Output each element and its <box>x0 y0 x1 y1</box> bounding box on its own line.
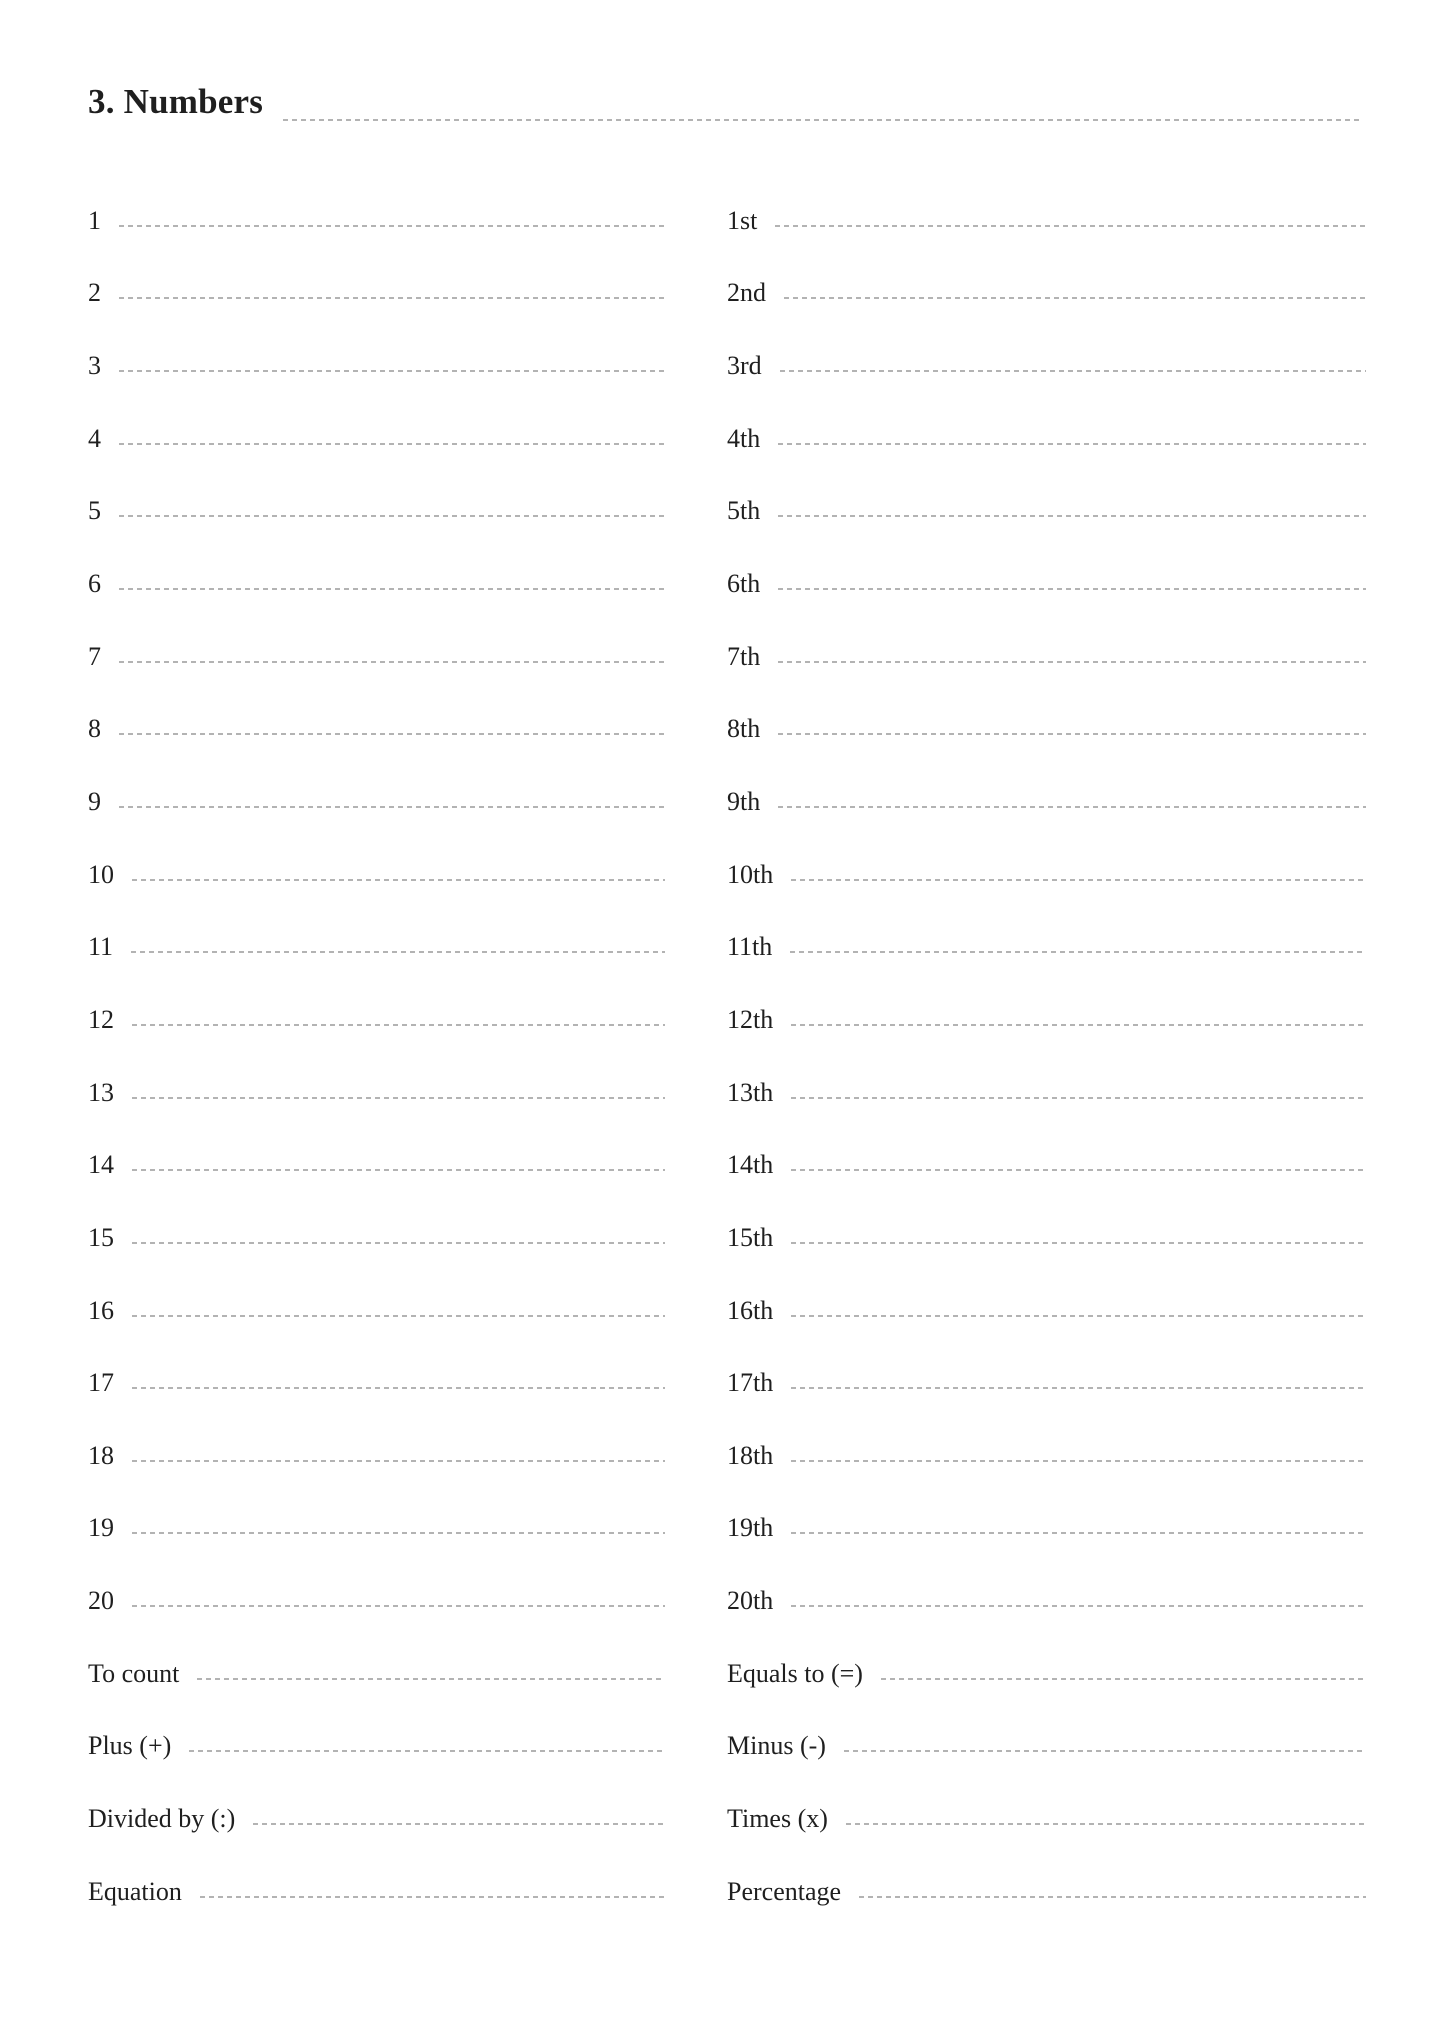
answer-blank-line <box>132 1169 665 1171</box>
term-label: 3rd <box>727 350 762 380</box>
term-label: 12th <box>727 1004 774 1034</box>
term-label: 19 <box>88 1513 114 1543</box>
answer-blank-line <box>791 1532 1366 1534</box>
term-label: 3 <box>88 350 101 380</box>
term-label: 20 <box>88 1586 114 1616</box>
term-label: 5th <box>727 496 761 526</box>
answer-blank-line <box>119 225 665 227</box>
term-label: 1st <box>727 205 758 235</box>
vocab-row <box>88 1398 665 1471</box>
answer-blank-line <box>119 806 665 808</box>
answer-blank-line <box>197 1678 665 1680</box>
vocab-row <box>727 381 1366 454</box>
vocab-row <box>88 962 665 1035</box>
answer-blank-line <box>131 951 665 953</box>
term-label: 20th <box>727 1586 774 1616</box>
term-label: Divided by (:) <box>88 1804 236 1834</box>
answer-blank-line <box>778 806 1366 808</box>
term-label: 11th <box>727 932 773 962</box>
term-label: 6th <box>727 568 761 598</box>
term-label: 15th <box>727 1222 774 1252</box>
vocab-row <box>88 1543 665 1616</box>
term-label: 2nd <box>727 278 766 308</box>
answer-blank-line <box>791 1315 1366 1317</box>
ordinals-column <box>727 163 1366 1907</box>
term-label: 13 <box>88 1077 114 1107</box>
answer-blank-line <box>119 661 665 663</box>
answer-blank-line <box>132 1605 665 1607</box>
term-label: To count <box>88 1658 180 1688</box>
vocab-row <box>727 1180 1366 1253</box>
vocab-row <box>727 890 1366 963</box>
term-label: 2 <box>88 278 101 308</box>
term-label: 19th <box>727 1513 774 1543</box>
answer-blank-line <box>778 661 1366 663</box>
vocab-row <box>88 1035 665 1108</box>
answer-blank-line <box>859 1896 1366 1898</box>
answer-blank-line <box>844 1750 1366 1752</box>
term-label: 9th <box>727 786 761 816</box>
vocab-row <box>88 1616 665 1689</box>
answer-blank-line <box>846 1823 1366 1825</box>
answer-blank-line <box>132 879 665 881</box>
vocab-row <box>727 1761 1366 1834</box>
answer-blank-line <box>791 879 1366 881</box>
numbers-column <box>88 163 665 1907</box>
term-label: 9 <box>88 786 101 816</box>
vocab-row <box>88 1326 665 1399</box>
answer-blank-line <box>778 588 1366 590</box>
answer-blank-line <box>132 1024 665 1026</box>
term-label: 7 <box>88 641 101 671</box>
answer-blank-line <box>119 588 665 590</box>
answer-blank-line <box>791 1097 1366 1099</box>
answer-blank-line <box>881 1678 1366 1680</box>
vocab-row <box>727 962 1366 1035</box>
answer-blank-line <box>132 1387 665 1389</box>
answer-blank-line <box>119 443 665 445</box>
answer-blank-line <box>780 370 1366 372</box>
term-label: 17 <box>88 1368 114 1398</box>
vocab-row <box>727 163 1366 236</box>
answer-blank-line <box>119 515 665 517</box>
answer-blank-line <box>784 297 1366 299</box>
term-label: 11 <box>88 932 114 962</box>
term-label: Minus (-) <box>727 1731 826 1761</box>
term-label: 7th <box>727 641 761 671</box>
vocab-row <box>88 163 665 236</box>
vocab-row <box>727 308 1366 381</box>
answer-blank-line <box>791 1242 1366 1244</box>
term-label: 17th <box>727 1368 774 1398</box>
vocab-row <box>88 1689 665 1762</box>
vocab-row <box>88 890 665 963</box>
vocab-row <box>88 1108 665 1181</box>
vocab-row <box>727 1035 1366 1108</box>
answer-blank-line <box>791 1460 1366 1462</box>
answer-blank-line <box>132 1315 665 1317</box>
vocab-row <box>88 236 665 309</box>
vocab-row <box>727 1616 1366 1689</box>
term-label: 10th <box>727 859 774 889</box>
vocab-row <box>88 817 665 890</box>
term-label: 18 <box>88 1440 114 1470</box>
answer-blank-line <box>778 515 1366 517</box>
term-label: 14 <box>88 1150 114 1180</box>
vocab-row <box>727 599 1366 672</box>
term-label: 4th <box>727 423 761 453</box>
vocab-row <box>88 744 665 817</box>
term-label: 16 <box>88 1295 114 1325</box>
term-label: Times (x) <box>727 1804 828 1834</box>
term-label: 16th <box>727 1295 774 1325</box>
vocab-row <box>88 1471 665 1544</box>
term-label: Percentage <box>727 1876 842 1906</box>
title-leader-line <box>283 119 1362 121</box>
vocab-row <box>727 817 1366 890</box>
answer-blank-line <box>119 733 665 735</box>
vocab-row <box>727 1689 1366 1762</box>
vocab-row <box>88 454 665 527</box>
answer-blank-line <box>253 1823 665 1825</box>
answer-blank-line <box>119 370 665 372</box>
term-label: 1 <box>88 205 101 235</box>
vocab-row <box>88 381 665 454</box>
answer-blank-line <box>791 1605 1366 1607</box>
answer-blank-line <box>791 1169 1366 1171</box>
term-label: Equals to (=) <box>727 1658 863 1688</box>
vocab-row <box>727 1543 1366 1616</box>
vocabulary-list <box>88 163 1366 1907</box>
term-label: Equation <box>88 1876 182 1906</box>
vocab-row <box>88 1253 665 1326</box>
vocab-row <box>88 1834 665 1907</box>
answer-blank-line <box>778 733 1366 735</box>
answer-blank-line <box>778 443 1366 445</box>
vocab-row <box>88 526 665 599</box>
vocab-row <box>727 1326 1366 1399</box>
vocab-row <box>727 1253 1366 1326</box>
vocab-row <box>727 672 1366 745</box>
vocab-row <box>727 1834 1366 1907</box>
term-label: 8 <box>88 714 101 744</box>
vocab-row <box>727 744 1366 817</box>
term-label: 15 <box>88 1222 114 1252</box>
answer-blank-line <box>132 1242 665 1244</box>
answer-blank-line <box>791 1387 1366 1389</box>
section-title: 3. Numbers <box>88 82 264 121</box>
answer-blank-line <box>119 297 665 299</box>
vocab-row <box>727 454 1366 527</box>
answer-blank-line <box>200 1896 665 1898</box>
vocab-row <box>727 526 1366 599</box>
term-label: 12 <box>88 1004 114 1034</box>
term-label: 10 <box>88 859 114 889</box>
answer-blank-line <box>775 225 1366 227</box>
term-label: Plus (+) <box>88 1731 172 1761</box>
section-header <box>88 82 1362 122</box>
answer-blank-line <box>791 1024 1366 1026</box>
vocab-row <box>88 672 665 745</box>
term-label: 6 <box>88 568 101 598</box>
term-label: 5 <box>88 496 101 526</box>
vocab-row <box>727 1398 1366 1471</box>
vocab-row <box>727 236 1366 309</box>
term-label: 14th <box>727 1150 774 1180</box>
vocab-row <box>88 599 665 672</box>
vocab-row <box>88 1180 665 1253</box>
answer-blank-line <box>790 951 1366 953</box>
answer-blank-line <box>189 1750 665 1752</box>
answer-blank-line <box>132 1532 665 1534</box>
term-label: 8th <box>727 714 761 744</box>
answer-blank-line <box>132 1097 665 1099</box>
vocab-row <box>88 308 665 381</box>
vocab-row <box>727 1108 1366 1181</box>
vocab-row <box>88 1761 665 1834</box>
term-label: 18th <box>727 1440 774 1470</box>
vocab-row <box>727 1471 1366 1544</box>
term-label: 13th <box>727 1077 774 1107</box>
term-label: 4 <box>88 423 101 453</box>
answer-blank-line <box>132 1460 665 1462</box>
